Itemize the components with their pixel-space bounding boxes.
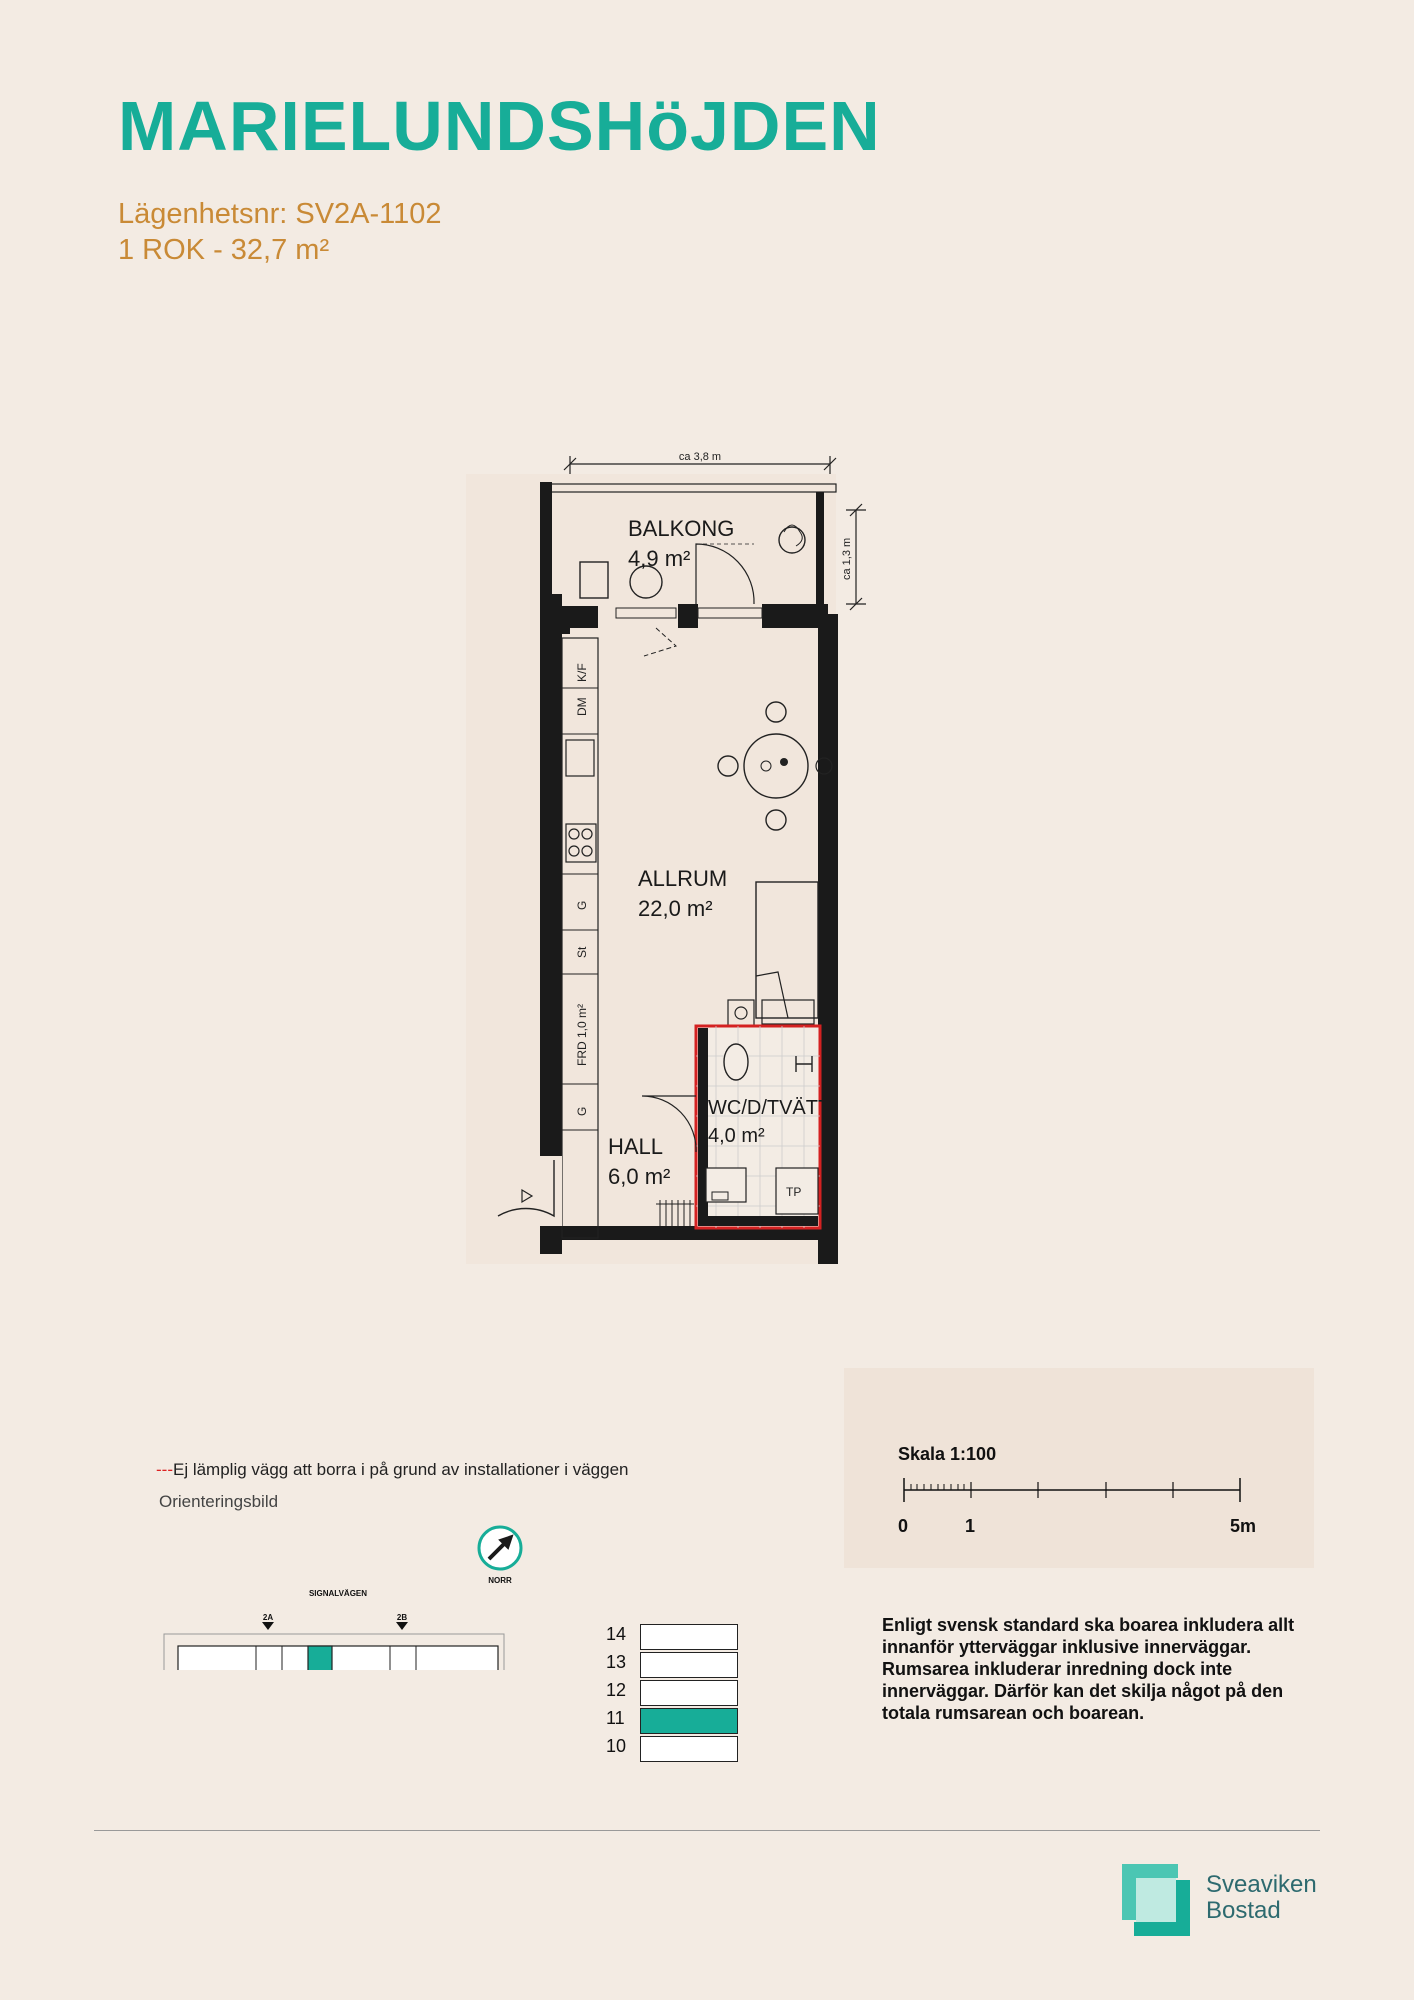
room-hall-name: HALL [608, 1134, 664, 1159]
apartment-number: Lägenhetsnr: SV2A-1102 [118, 198, 442, 230]
fixture-st: St [575, 946, 589, 958]
red-dash-symbol: --- [156, 1460, 173, 1479]
entrance-2a-icon [262, 1622, 274, 1630]
apartment-info [118, 196, 442, 268]
fixture-frd: FRD 1,0 m² [575, 1003, 589, 1066]
entrance-2b-icon [396, 1622, 408, 1630]
scale-title: Skala 1:100 [898, 1444, 997, 1464]
scale-label-1: 1 [965, 1516, 976, 1536]
brand-line-2: Bostad [1206, 1897, 1281, 1924]
entrance-2b-label: 2B [396, 1613, 408, 1622]
floor-10-box [640, 1736, 738, 1762]
wall-note: Ej lämplig vägg att borra i på grund av installationer i väggen [172, 1460, 629, 1479]
floor-plan [466, 444, 886, 1274]
room-allrum-area: 22,0 m² [638, 896, 713, 921]
room-balkong-area: 4,9 m² [628, 546, 691, 571]
floor-10: 10 [606, 1736, 627, 1756]
footer-divider [94, 1830, 1320, 1831]
entrance-2a-label: 2A [262, 1613, 274, 1622]
brand-line-1: Sveaviken [1206, 1871, 1317, 1898]
width-dimension: ca 3,8 m [678, 451, 722, 463]
project-title: MARIELUNDSHöJDEN [118, 87, 881, 165]
brand-name [1206, 1872, 1317, 1924]
floor-14-box [640, 1624, 738, 1650]
floor-12-box [640, 1680, 738, 1706]
fixture-tp: TP [786, 1185, 802, 1199]
scale-label-5m: 5m [1230, 1516, 1257, 1536]
depth-dimension: ca 1,3 m [841, 537, 853, 580]
room-allrum-name: ALLRUM [638, 866, 728, 891]
street-label: SIGNALVÄGEN [308, 1589, 368, 1598]
room-wc-area: 4,0 m² [708, 1125, 765, 1147]
floor-11: 11 [606, 1708, 625, 1728]
fixture-kf: K/F [575, 663, 589, 682]
floor-14: 14 [606, 1624, 627, 1644]
site-plan [158, 1530, 518, 1670]
scale-label-0: 0 [898, 1516, 909, 1536]
scale-bar [898, 1470, 1278, 1540]
room-wc-name: WC/D/TVÄTT [708, 1097, 831, 1119]
fixture-g2: G [575, 1106, 589, 1116]
orientation-label: Orienteringsbild [159, 1492, 279, 1511]
room-hall-area: 6,0 m² [608, 1164, 671, 1189]
fixture-dm: DM [575, 697, 589, 716]
north-label: NORR [488, 1576, 512, 1585]
apartment-highlight [308, 1646, 332, 1670]
floor-13: 13 [606, 1652, 627, 1672]
wall-legend [156, 1460, 628, 1480]
fixture-g1: G [575, 900, 589, 910]
apartment-summary: 1 ROK - 32,7 m² [118, 234, 330, 266]
floor-13-box [640, 1652, 738, 1678]
room-balkong-name: BALKONG [628, 516, 735, 541]
floor-12: 12 [606, 1680, 627, 1700]
sveaviken-logo-icon [1118, 1860, 1194, 1940]
area-disclaimer: Enligt svensk standard ska boarea inkludera allt innanför ytterväggar inklusive innerväggar. Rumsarea inkluderar inredning dock inte innerväggar. Därför kan det skilja något på den totala rumsarean och boarean. [882, 1615, 1295, 1723]
floor-11-box-current [640, 1708, 738, 1734]
